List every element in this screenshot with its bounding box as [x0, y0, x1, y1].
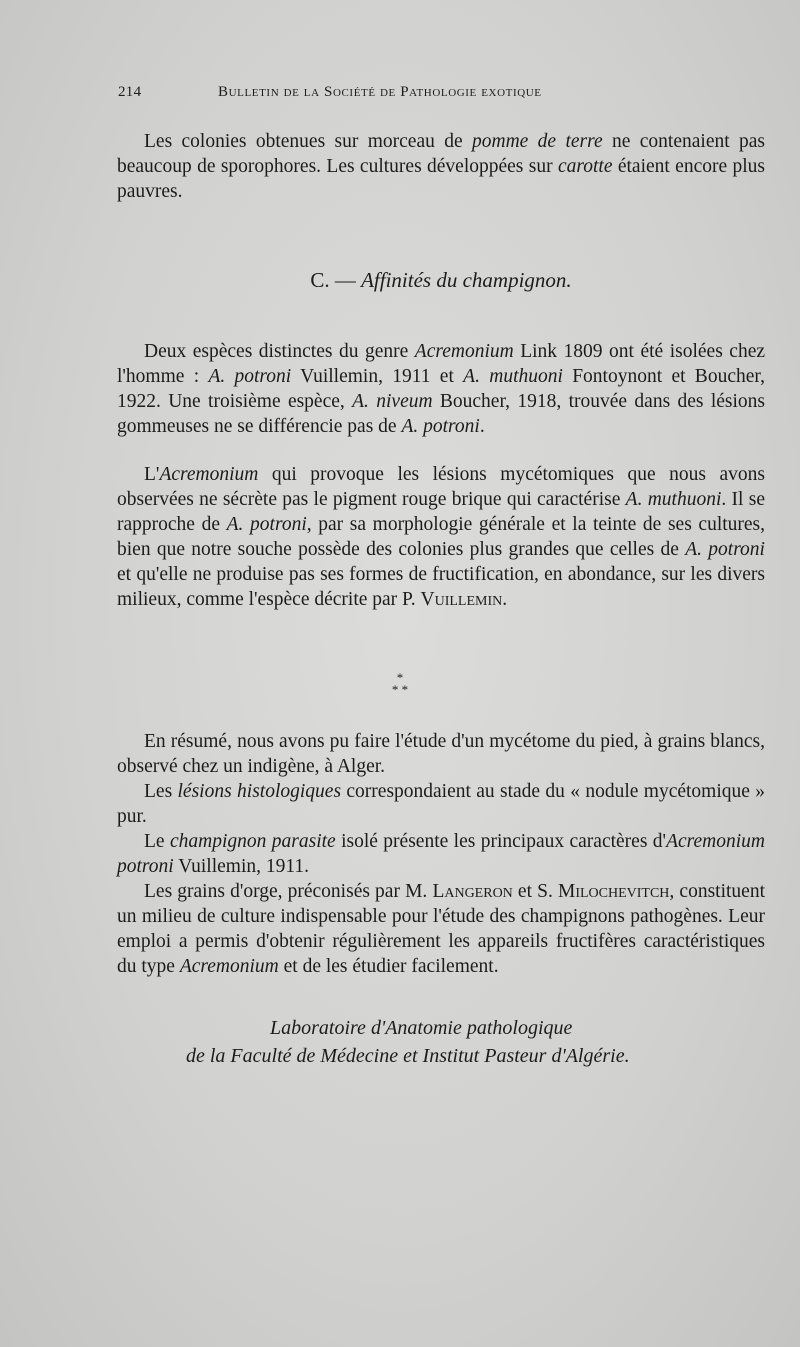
- summary-paragraph-2: Les lésions histologiques correspondaient au stade du « nodule mycétomique » pur.: [117, 781, 766, 827]
- asterism-divider: * * *: [391, 670, 409, 697]
- affiliation-signature: [120, 1014, 765, 1070]
- section-heading: [117, 268, 765, 293]
- section-title: Affinités du champignon.: [361, 268, 572, 292]
- running-title: Bulletin de la Société de Pathologie exotique: [218, 84, 542, 100]
- paragraph-species: Deux espèces distinctes du genre Acremonium Link 1809 ont été isolées chez l'homme : A. potroni Vuillemin, 1911 et A. muthuoni Fontoynont et Boucher, 1922. Une troisième espèce, A. niveum Boucher, 1918, trouvée dans des lésions gommeuses ne se différencie pas de A. potroni.: [117, 341, 765, 437]
- paragraph-comparison: L'Acremonium qui provoque les lésions mycétomiques que nous avons observées ne sécrète pas le pigment rouge brique qui caractérise A. muthuoni. Il se rapproche de A. potroni, par sa morphologie générale et la teinte de ses cultures, bien que notre souche possède des colonies plus grandes que celles de A. potroni et qu'elle ne produise pas ses formes de fructification, en abondance, sur les divers milieux, comme l'espèce décrite par P. Vuillemin.: [117, 464, 766, 610]
- summary-paragraph-4: Les grains d'orge, préconisés par M. Langeron et S. Milochevitch, constituent un milieu de culture indispensable pour l'étude des champignons pathogènes. Leur emploi a permis d'obtenir régulièrement les appareils fructifères caractéristiques du type Acremonium et de les étudier facilement.: [117, 881, 765, 977]
- section-number: C. —: [310, 268, 356, 292]
- summary-section: [117, 729, 765, 979]
- affiliation-line-2: de la Faculté de Médecine et Institut Pasteur d'Algérie.: [186, 1045, 630, 1067]
- intro-paragraph: Les colonies obtenues sur morceau de pomme de terre ne contenaient pas beaucoup de sporophores. Les cultures développées sur carotte étaient encore plus pauvres.: [117, 131, 766, 202]
- summary-paragraph-3: Le champignon parasite isolé présente les principaux caractères d'Acremonium potroni Vuillemin, 1911.: [117, 831, 765, 877]
- summary-paragraph-1: En résumé, nous avons pu faire l'étude d'un mycétome du pied, à grains blancs, observé chez un indigène, à Alger.: [117, 731, 765, 777]
- affiliation-line-1: Laboratoire d'Anatomie pathologique: [270, 1017, 573, 1039]
- page-number: 214: [118, 84, 142, 100]
